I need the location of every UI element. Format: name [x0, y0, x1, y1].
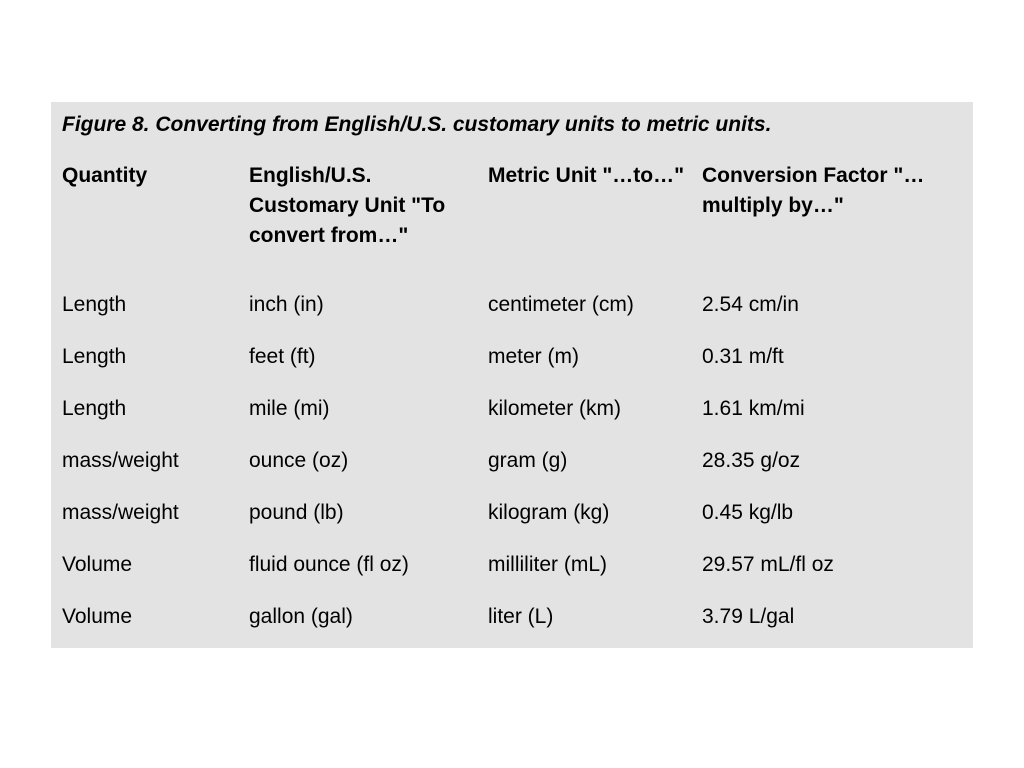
row-3-conversion-factor: 1.61 km/mi [702, 397, 805, 420]
row-6-quantity: Volume [62, 553, 133, 576]
row-1-metric-unit: centimeter (cm) [488, 293, 634, 316]
header-metric-unit: Metric Unit "…to…" [488, 164, 685, 187]
header-conversion-factor: Conversion Factor "…multiply by…" [702, 164, 925, 217]
row-7-metric-unit: liter (L) [488, 605, 554, 628]
header-english-unit: English/U.S. Customary Unit "To convert from…" [249, 164, 446, 247]
row-4-quantity: mass/weight [62, 449, 179, 472]
row-2-metric-unit: meter (m) [488, 345, 579, 368]
row-6-metric-unit: milliliter (mL) [488, 553, 607, 576]
row-5-quantity: mass/weight [62, 501, 179, 524]
row-3-english-unit: mile (mi) [249, 397, 330, 420]
row-1-quantity: Length [62, 293, 127, 316]
row-5-conversion-factor: 0.45 kg/lb [702, 501, 794, 524]
row-1-english-unit: inch (in) [249, 293, 324, 316]
header-quantity: Quantity [62, 164, 148, 187]
row-2-english-unit: feet (ft) [249, 345, 316, 368]
row-5-metric-unit: kilogram (kg) [488, 501, 610, 524]
row-7-english-unit: gallon (gal) [249, 605, 353, 628]
figure-caption: Figure 8. Converting from English/U.S. customary units to metric units. [62, 113, 772, 136]
row-4-conversion-factor: 28.35 g/oz [702, 449, 801, 472]
row-6-english-unit: fluid ounce (fl oz) [249, 553, 409, 576]
row-6-conversion-factor: 29.57 mL/fl oz [702, 553, 834, 576]
row-7-conversion-factor: 3.79 L/gal [702, 605, 795, 628]
row-3-quantity: Length [62, 397, 127, 420]
row-1-conversion-factor: 2.54 cm/in [702, 293, 799, 316]
row-4-english-unit: ounce (oz) [249, 449, 349, 472]
row-2-quantity: Length [62, 345, 127, 368]
row-3-metric-unit: kilometer (km) [488, 397, 622, 420]
row-2-conversion-factor: 0.31 m/ft [702, 345, 784, 368]
row-5-english-unit: pound (lb) [249, 501, 344, 524]
row-7-quantity: Volume [62, 605, 133, 628]
row-4-metric-unit: gram (g) [488, 449, 568, 472]
